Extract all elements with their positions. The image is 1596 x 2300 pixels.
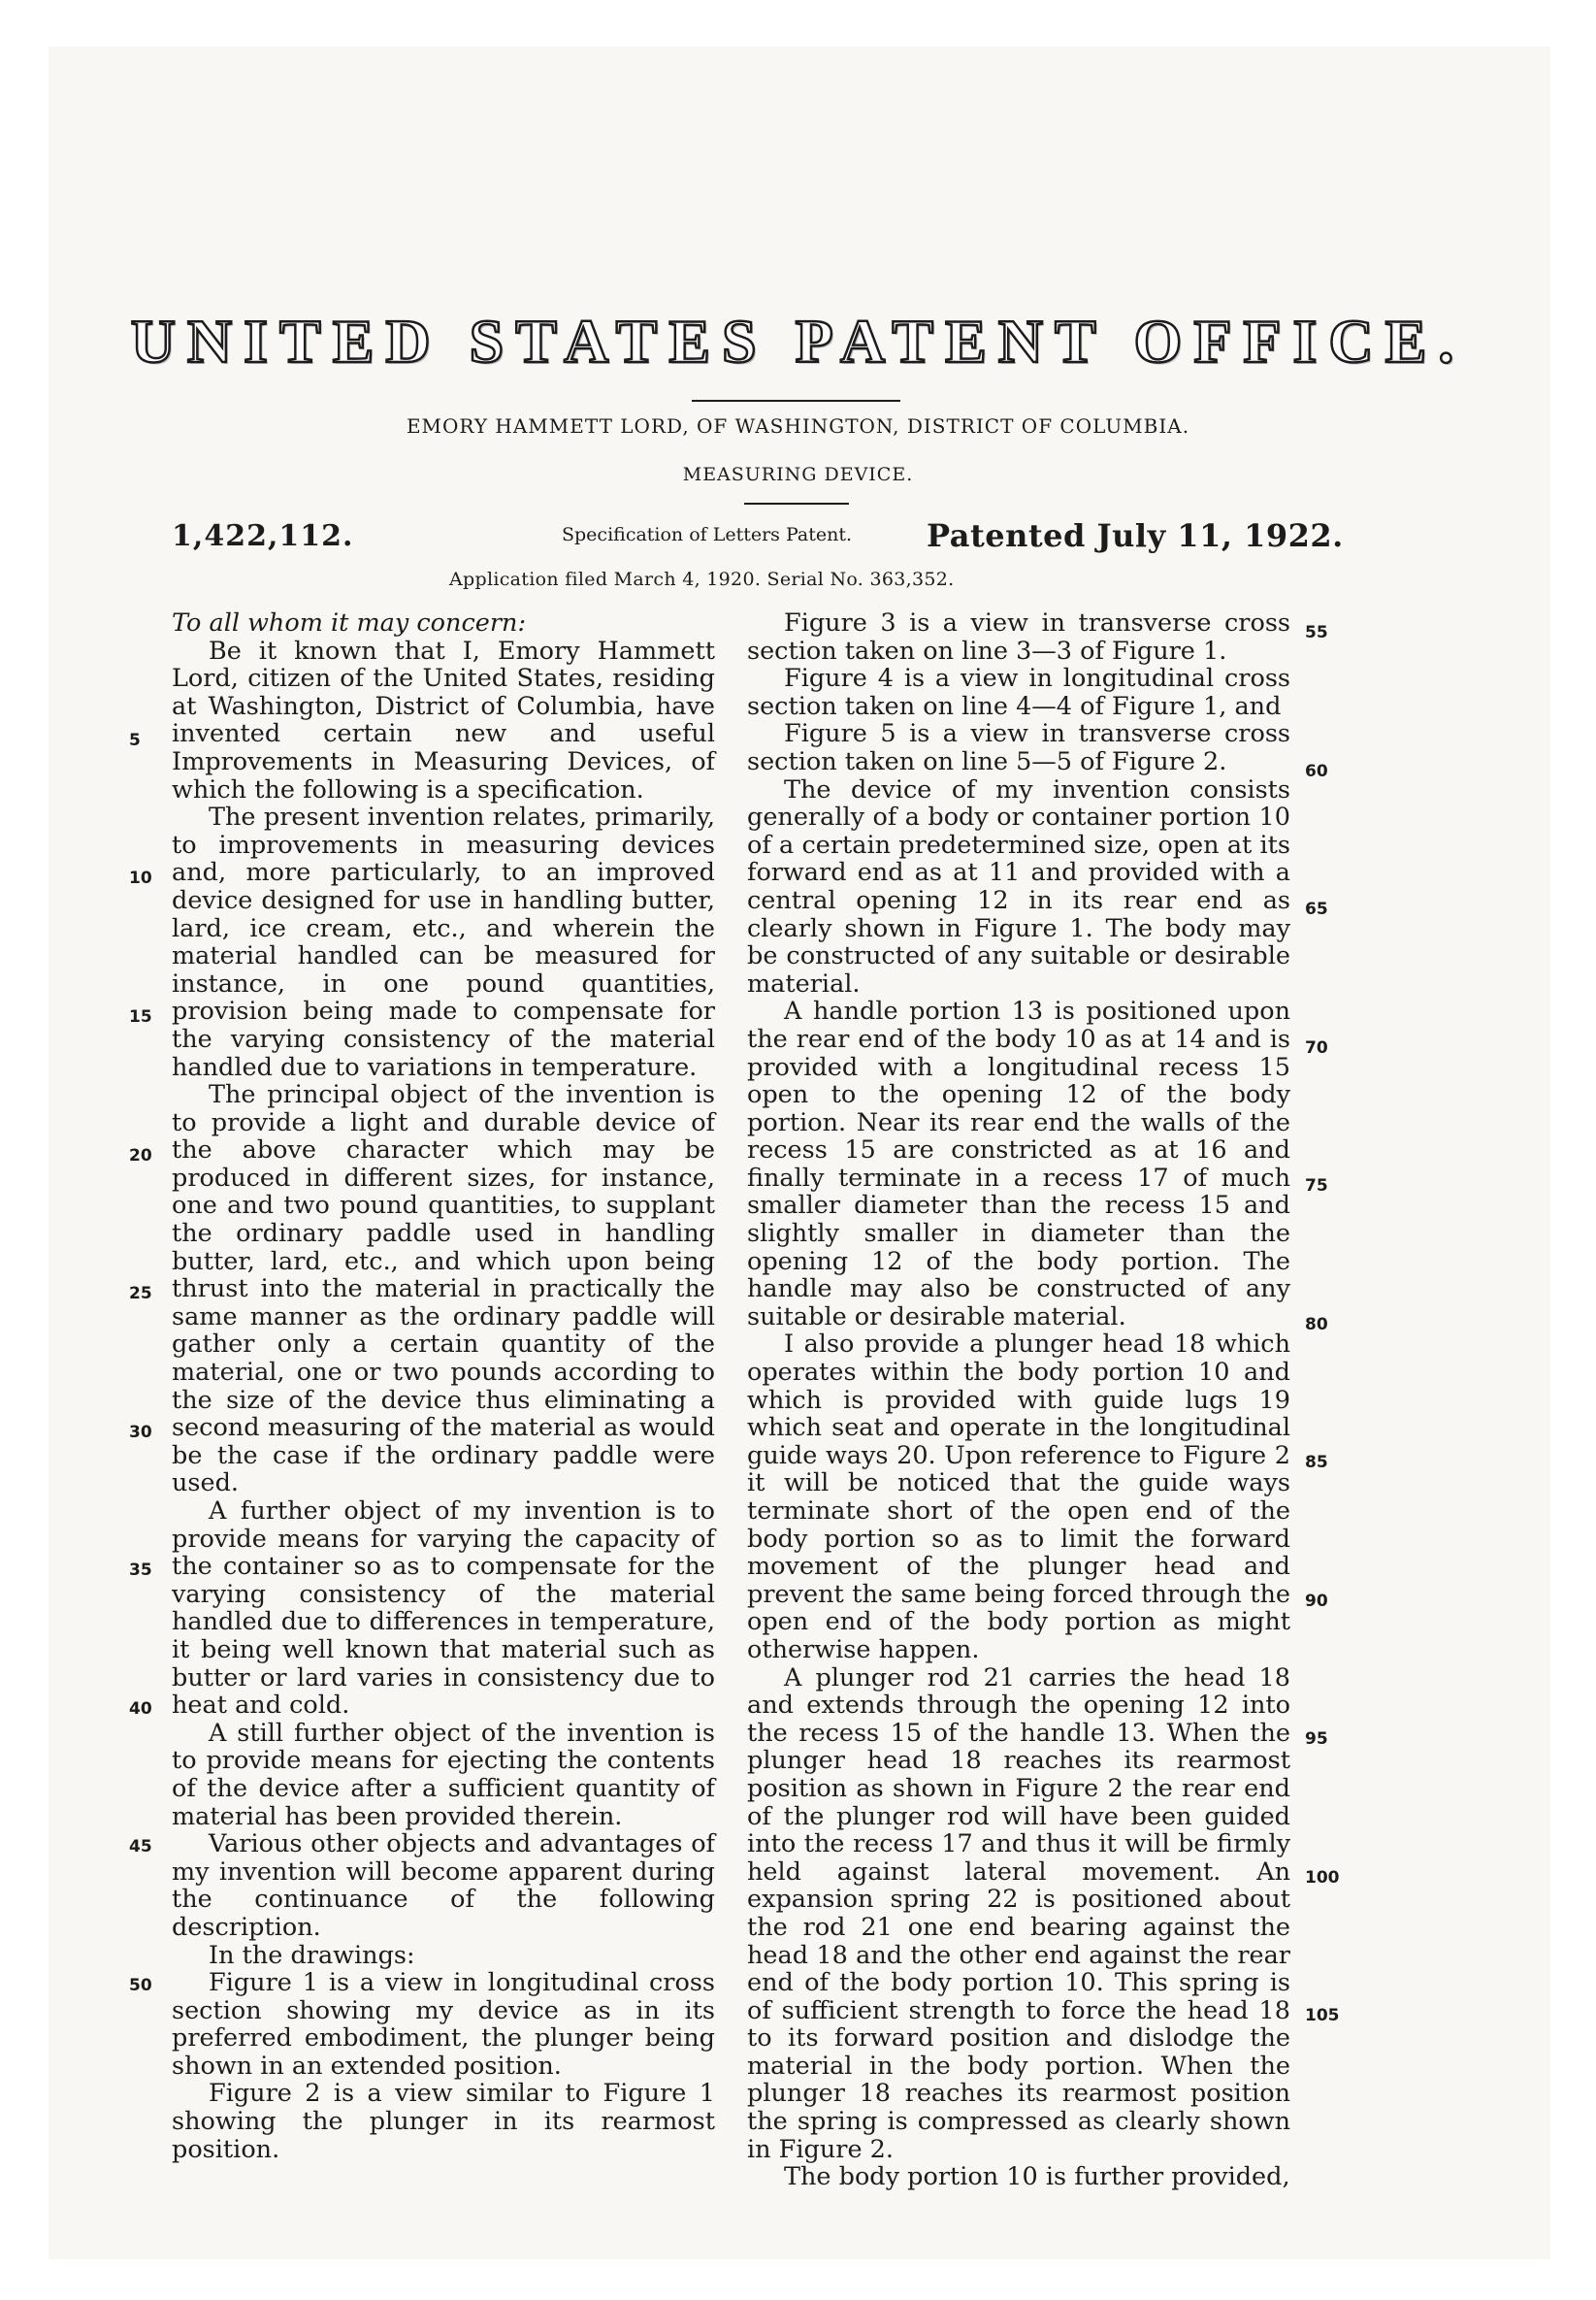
paragraph: Be it known that I, Emory Hammett Lord, citizen of the United States, residing at Washington, District of Columbia, have invented certain new and useful Improvements in Measuring Devices, of which the following is a specification. (172, 636, 715, 805)
line-number: 80 (1305, 1315, 1328, 1334)
line-number: 55 (1305, 623, 1328, 642)
line-number: 45 (129, 1837, 152, 1856)
line-number: 50 (129, 1976, 152, 1995)
paragraph: A handle portion 13 is positioned upon the rear end of the body 10 as at 14 and is provided with a longitudinal recess 15 open to the opening 12 of the body portion. Near its rear end the walls of the recess 15 are constricted as at 16 and finally terminate in a recess 17 of much smaller diameter than the recess 15 and slightly smaller in diameter than the opening 12 of the body portion. The handle may also be constructed of any suitable or desirable material. (747, 997, 1290, 1331)
header-rule (692, 400, 900, 402)
paragraph: A plunger rod 21 carries the head 18 and extends through the opening 12 into the recess 15 of the handle 13. When the plunger head 18 reaches its rearmost position as shown in Figure 2 the rear end of the plunger rod will have been guided into the recess 17 and thus it will be firmly held against lateral movement. An expansion spring 22 is positioned about the rod 21 one end bearing against the head 18 and the other end against the rear end of the body portion 10. This spring is of sufficient strength to force the head 18 to its forward position and dislodge the material in the body portion. When the plunger 18 reaches its rearmost position the spring is compressed as clearly shown in Figure 2. (747, 1662, 1290, 2164)
line-number: 70 (1305, 1038, 1328, 1058)
paragraph: Figure 2 is a view similar to Figure 1 showing the plunger in its rearmost position. (172, 2079, 715, 2164)
line-number: 30 (129, 1423, 152, 1442)
line-number: 25 (129, 1284, 152, 1303)
patented-date: Patented July 11, 1922. (927, 517, 1344, 554)
line-number: 15 (129, 1007, 152, 1027)
inventor-line: EMORY HAMMETT LORD, OF WASHINGTON, DISTRICT OF COLUMBIA. (406, 414, 1190, 438)
paragraph: Figure 1 is a view in longitudinal cross section showing my device as in its preferred embodiment, the plunger being shown in an extended position. (172, 1968, 715, 2081)
paragraph: The principal object of the invention is to provide a light and durable device of the above character which may be produced in different sizes, for instance, one and two pound quantities, to supplant the ordinary paddle used in handling butter, lard, etc., and which upon being thrust into the material in practically the same manner as the ordinary paddle will gather only a certain quantity of the material, one or two pounds according to the size of the device thus eliminating a second measuring of the material as would be the case if the ordinary paddle were used. (172, 1080, 715, 1498)
line-number: 20 (129, 1146, 152, 1166)
line-number: 10 (129, 869, 152, 888)
paragraph: I also provide a plunger head 18 which operates within the body portion 10 and which is provided with guide lugs 19 which seat and operate in the longitudinal guide ways 20. Upon reference to Figure 2 it will be noticed that the guide ways terminate short of the open end of the body portion so as to limit the forward movement of the plunger head and prevent the same being forced through the open end of the body portion as might otherwise happen. (747, 1330, 1290, 1664)
application-line: Application filed March 4, 1920. Serial No. 363,352. (449, 569, 955, 590)
paragraph: Various other objects and advantages of my invention will become apparent during the continuance of the following description. (172, 1829, 715, 1942)
subject-title: MEASURING DEVICE. (682, 464, 914, 485)
line-number: 100 (1305, 1868, 1340, 1888)
right-column (747, 609, 1290, 2191)
paragraph: A further object of my invention is to provide means for varying the capacity of the container so as to compensate for the varying consistency of the material handled due to differences in temperature, it being well known that material such as butter or lard varies in consistency due to heat and cold. (172, 1496, 715, 1721)
office-title: UNITED STATES PATENT OFFICE. (130, 307, 1466, 376)
paragraph: In the drawings: (209, 1940, 415, 1970)
line-number: 90 (1305, 1592, 1328, 1611)
left-column (172, 609, 715, 2163)
paragraph: Figure 4 is a view in longitudinal cross section taken on line 4—4 of Figure 1, and (747, 664, 1290, 721)
salutation: To all whom it may concern: (172, 608, 527, 638)
paragraph: Figure 5 is a view in transverse cross section taken on line 5—5 of Figure 2. (747, 719, 1290, 776)
line-number: 40 (129, 1699, 152, 1719)
line-number: 5 (129, 731, 141, 750)
spec-label: Specification of Letters Patent. (562, 524, 853, 545)
line-number: 95 (1305, 1729, 1328, 1749)
paragraph: A still further object of the invention is to provide means for ejecting the contents of the device after a sufficient quantity of material has been provided therein. (172, 1718, 715, 1831)
line-number: 105 (1305, 2006, 1340, 2025)
paragraph: The body portion 10 is further provided, (784, 2162, 1290, 2192)
line-number: 85 (1305, 1453, 1328, 1472)
paragraph: The device of my invention consists generally of a body or container portion 10 of a certain predetermined size, open at its forward end as at 11 and provided with a central opening 12 in its rear end as clearly shown in Figure 1. The body may be constructed of any suitable or desirable material. (747, 774, 1290, 999)
patent-number: 1,422,112. (172, 519, 354, 553)
line-number: 65 (1305, 900, 1328, 919)
paragraph: The present invention relates, primarily, to improvements in measuring devices and, more particularly, to an improved device designed for use in handling butter, lard, ice cream, etc., and wherein the material handled can be measured for instance, in one pound quantities, provision being made to compensate for the varying consistency of the material handled due to variations in temperature. (172, 803, 715, 1082)
line-number: 75 (1305, 1176, 1328, 1196)
line-number: 35 (129, 1561, 152, 1580)
line-number: 60 (1305, 762, 1328, 781)
subject-rule (744, 503, 849, 505)
paragraph: Figure 3 is a view in transverse cross section taken on line 3—3 of Figure 1. (747, 608, 1290, 666)
